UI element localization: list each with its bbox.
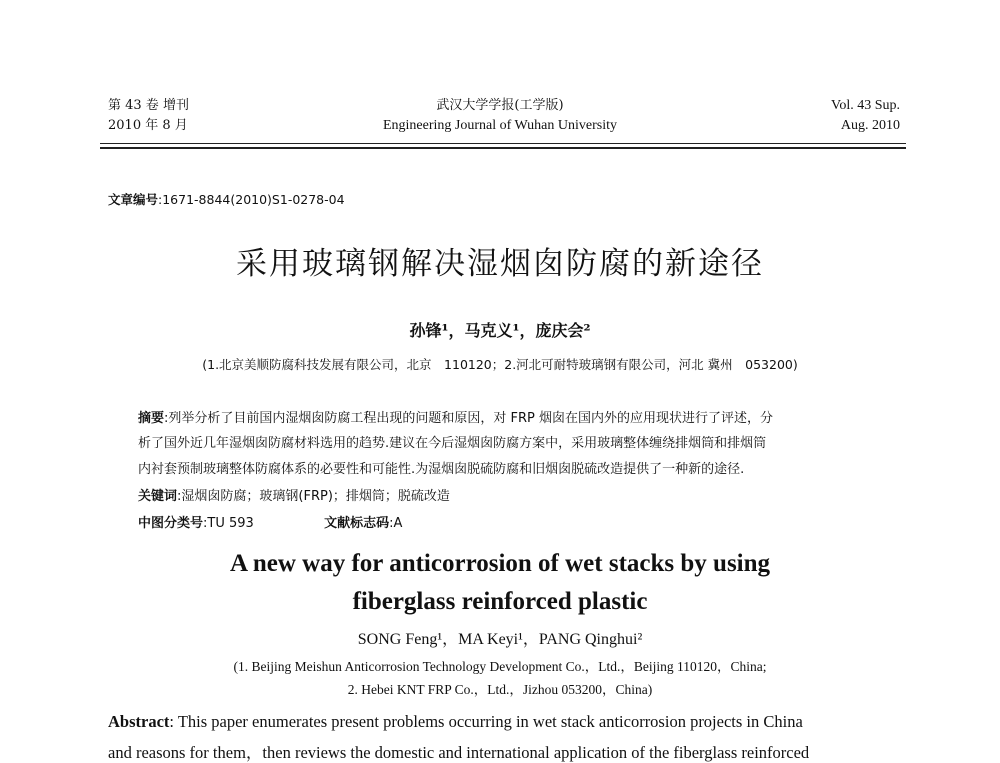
header-rule-thin: [100, 143, 906, 144]
chinese-abstract-line-3: 内衬套预制玻璃整体防腐体系的必要性和可能性.为湿烟囱脱硫防腐和旧烟囱脱硫改造提供了一种新的途径.: [138, 462, 745, 477]
chinese-keywords: [138, 485, 450, 504]
journal-name-en: Engineering Journal of Wuhan University: [382, 118, 617, 133]
english-authors: SONG Feng¹，MA Keyi¹，PANG Qinghui²: [357, 631, 643, 648]
article-number-value: :1671-8844(2010)S1-0278-04: [158, 192, 345, 207]
english-abstract-label: Abstract: [108, 712, 170, 731]
journal-volume-info-en: [831, 96, 900, 136]
journal-volume-issue: 第 43 卷 增刊: [108, 98, 189, 113]
journal-volume-en: Vol. 43 Sup.: [831, 98, 900, 113]
english-title-line-2: fiberglass reinforced plastic: [352, 588, 648, 615]
journal-name-cn: 武汉大学学报(工学版): [436, 98, 564, 113]
english-abstract-text-1: : This paper enumerates present problems occurring in wet stack anticorrosion projects in China: [169, 712, 803, 731]
article-number: [108, 190, 345, 208]
chinese-abstract-text-1: :列举分析了目前国内湿烟囱防腐工程出现的问题和原因，对 FRP 烟囱在国内外的应用现状进行了评述，分: [164, 411, 774, 426]
classification-label: 中图分类号: [138, 516, 204, 531]
classification-line: [138, 512, 402, 531]
header-rule-thick: [100, 147, 906, 149]
document-code-label: 文献标志码: [324, 516, 390, 531]
journal-date-en: Aug. 2010: [840, 118, 900, 133]
chinese-authors: 孙锋¹，马克义¹，庞庆会²: [409, 321, 591, 340]
chinese-keywords-label: 关键词: [138, 489, 178, 504]
classification-value: :TU 593: [203, 516, 254, 531]
chinese-affiliations: (1.北京美顺防腐科技发展有限公司，北京 110120；2.河北可耐特玻璃钢有限公司，河北 冀州 053200): [202, 357, 798, 372]
chinese-abstract-label: 摘要: [138, 411, 165, 426]
article-number-label: 文章编号: [108, 192, 159, 207]
chinese-keywords-value: :湿烟囱防腐；玻璃钢(FRP)；排烟筒；脱硫改造: [177, 489, 450, 504]
journal-date-cn: 2010 年 8 月: [108, 118, 188, 133]
english-affiliation-line-2: 2. Hebei KNT FRP Co.，Ltd.，Jizhou 053200，China): [347, 682, 653, 697]
english-abstract-line-1: [108, 712, 803, 732]
english-abstract-line-2: and reasons for them，then reviews the domestic and international application of the fiberglass reinforced: [108, 743, 810, 762]
chinese-abstract-line-2: 析了国外近几年湿烟囱防腐材料选用的趋势.建议在今后湿烟囱防腐方案中，采用玻璃整体缠绕排烟筒和排烟筒: [138, 436, 767, 451]
document-code-value: :A: [389, 516, 403, 531]
chinese-title: 采用玻璃钢解决湿烟囱防腐的新途径: [236, 246, 764, 282]
english-title-line-1: A new way for anticorrosion of wet stacks by using: [229, 550, 771, 577]
chinese-abstract-line-1: [138, 407, 900, 426]
english-affiliation-line-1: (1. Beijing Meishun Anticorrosion Technology Development Co.，Ltd.，Beijing 110120，China;: [233, 659, 767, 674]
